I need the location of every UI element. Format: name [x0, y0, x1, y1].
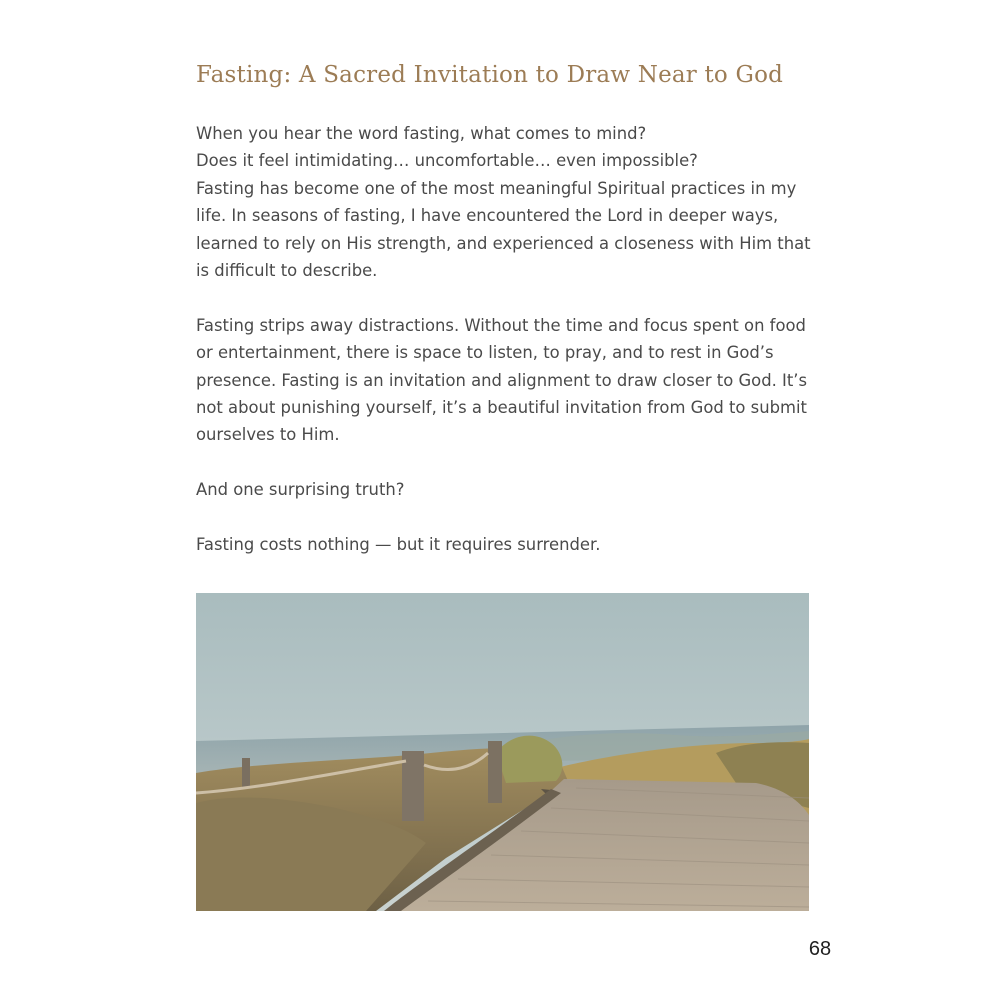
text-line: And one surprising truth? — [196, 480, 405, 500]
fence-post — [488, 741, 502, 803]
paragraph-truth — [196, 476, 836, 503]
text-line: ourselves to Him. — [196, 425, 340, 445]
text-line: When you hear the word fasting, what comes to mind? — [196, 124, 647, 143]
text-line: Fasting costs nothing — but it requires surrender. — [196, 535, 601, 555]
text-line: Fasting strips away distractions. Without the time and focus spent on food — [196, 315, 806, 335]
body-text — [196, 120, 836, 558]
text-line: Does it feel intimidating… uncomfortable… even impossible? — [196, 151, 698, 171]
text-line: is difficult to describe. — [196, 261, 378, 281]
paragraph-intro — [196, 120, 836, 284]
text-line: life. In seasons of fasting, I have encountered the Lord in deeper ways, — [196, 206, 779, 226]
text-line: learned to rely on His strength, and experienced a closeness with Him that — [196, 233, 811, 253]
boardwalk-photo — [196, 593, 809, 911]
paragraph-spacer — [196, 284, 836, 311]
paragraph-spacer — [196, 504, 836, 531]
text-line: Fasting has become one of the most meaningful Spiritual practices in my — [196, 178, 797, 198]
text-line: presence. Fasting is an invitation and alignment to draw closer to God. It’s — [196, 370, 808, 390]
paragraph-distractions — [196, 312, 836, 449]
text-line: or entertainment, there is space to listen, to pray, and to rest in God’s — [196, 343, 774, 363]
page-heading: Fasting: A Sacred Invitation to Draw Near to God — [196, 62, 784, 88]
page-number: 68 — [808, 938, 832, 960]
text-line: not about punishing yourself, it’s a beautiful invitation from God to submit — [196, 398, 807, 418]
paragraph-spacer — [196, 449, 836, 476]
paragraph-surrender — [196, 531, 836, 558]
fence-post — [242, 758, 250, 788]
